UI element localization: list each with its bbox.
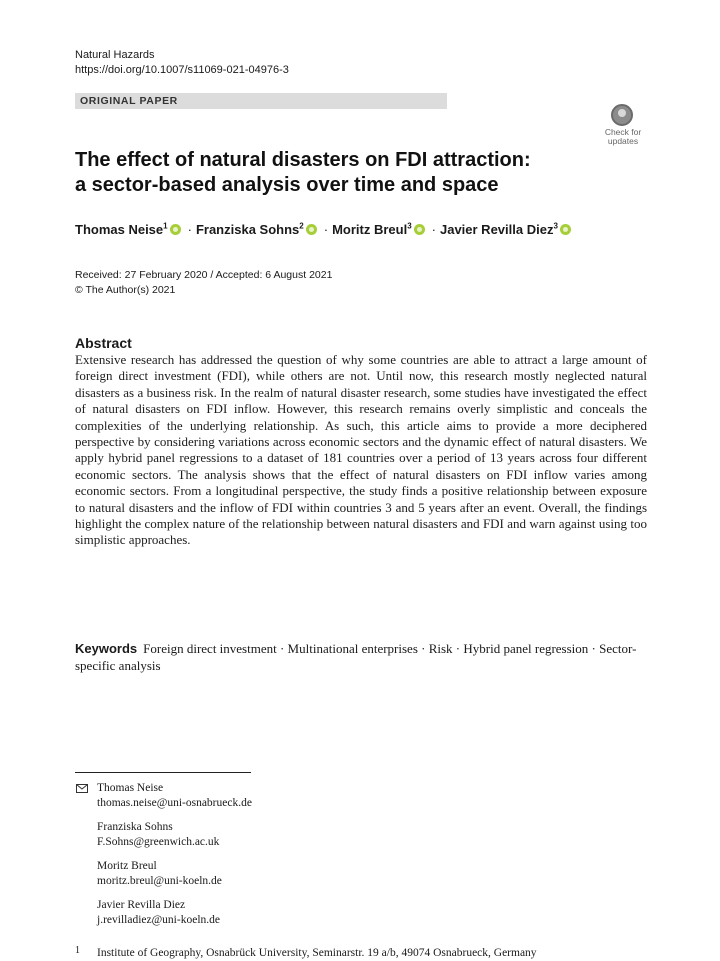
title-line-2: a sector-based analysis over time and space xyxy=(75,174,499,196)
author-name[interactable]: Javier Revilla Diez xyxy=(439,222,554,237)
journal-name: Natural Hazards xyxy=(75,49,155,61)
contact-email[interactable]: j.revilladiez@uni-koeln.de xyxy=(97,914,220,926)
contact-email[interactable]: F.Sohns@greenwich.ac.uk xyxy=(97,836,220,848)
doi-link[interactable]: https://doi.org/10.1007/s11069-021-04976-3 xyxy=(75,64,289,76)
affiliation-text: Institute of Geography, Osnabrück University, Seminarstr. 19 a/b, 49074 Osnabrueck, Germany xyxy=(97,947,537,959)
orcid-icon[interactable] xyxy=(414,224,425,235)
author-name[interactable]: Franziska Sohns xyxy=(195,222,300,237)
author-separator: · xyxy=(187,222,192,237)
abstract-text: Extensive research has addressed the question of why some countries are able to attract a large amount of foreign direct investment (FDI), while others are not. Until now, this research mostly neglected natural disasters as a business risk. In the realm of natural disaster research, some studies have investigated the effect of natural disasters on FDI inflow. However, this research remains overly simplistic and conceals the complexities of the underlying relationship. As such, this article aims to provide a more deciphered perspective by considering variations across economic sectors and the dynamic effect of natural disasters. We apply hybrid panel regressions to a dataset of 181 countries over a period of 13 years across four different economic sectors. The analysis shows that the effect of natural disasters on FDI inflow varies among economic sectors. From a longitudinal perspective, the study finds a positive relationship between exposure to natural disasters and the inflow of FDI within countries 3 and 5 years after an event. Overall, the findings highlight the complex nature of the relationship between natural disasters and FDI and warn against using too simplistic approaches. xyxy=(75,352,647,548)
check-for-updates-label: Check for updates xyxy=(604,127,642,146)
author-name[interactable]: Thomas Neise xyxy=(75,222,164,237)
author-separator: · xyxy=(323,222,329,237)
publication-dates: Received: 27 February 2020 / Accepted: 6 August 2021 xyxy=(75,269,333,281)
affiliation-mark: 3 xyxy=(407,221,412,231)
author-separator: · xyxy=(431,222,436,237)
orcid-icon[interactable] xyxy=(170,224,181,235)
paper-title xyxy=(75,148,615,198)
author-list xyxy=(75,221,574,239)
title-line-1: The effect of natural disasters on FDI attraction: xyxy=(75,149,531,171)
keywords-block xyxy=(75,640,647,674)
author-name[interactable]: Moritz Breul xyxy=(332,222,408,237)
copyright-notice: © The Author(s) 2021 xyxy=(75,284,176,296)
contact-email[interactable]: moritz.breul@uni-koeln.de xyxy=(97,875,222,887)
affiliation-number: 1 xyxy=(75,945,80,956)
contact-name: Moritz Breul xyxy=(97,860,157,872)
orcid-icon[interactable] xyxy=(560,224,571,235)
contact-name: Franziska Sohns xyxy=(97,821,173,833)
orcid-icon[interactable] xyxy=(306,224,317,235)
affiliation-mark: 2 xyxy=(299,221,304,231)
affiliation-mark: 1 xyxy=(163,221,168,231)
affiliation-mark: 3 xyxy=(553,221,558,231)
contact-name: Javier Revilla Diez xyxy=(97,899,186,911)
check-for-updates-icon xyxy=(611,104,633,126)
keywords-text: Foreign direct investment · Multinational enterprises · Risk · Hybrid panel regression · Sector-specific analysis xyxy=(75,641,637,673)
contact-email[interactable]: thomas.neise@uni-osnabrueck.de xyxy=(97,797,252,809)
footnote-divider xyxy=(75,772,251,773)
section-label: ORIGINAL PAPER xyxy=(80,95,178,107)
contact-name: Thomas Neise xyxy=(97,782,164,794)
keywords-label: Keywords xyxy=(75,641,138,656)
envelope-icon xyxy=(76,784,88,793)
abstract-heading: Abstract xyxy=(75,335,132,351)
